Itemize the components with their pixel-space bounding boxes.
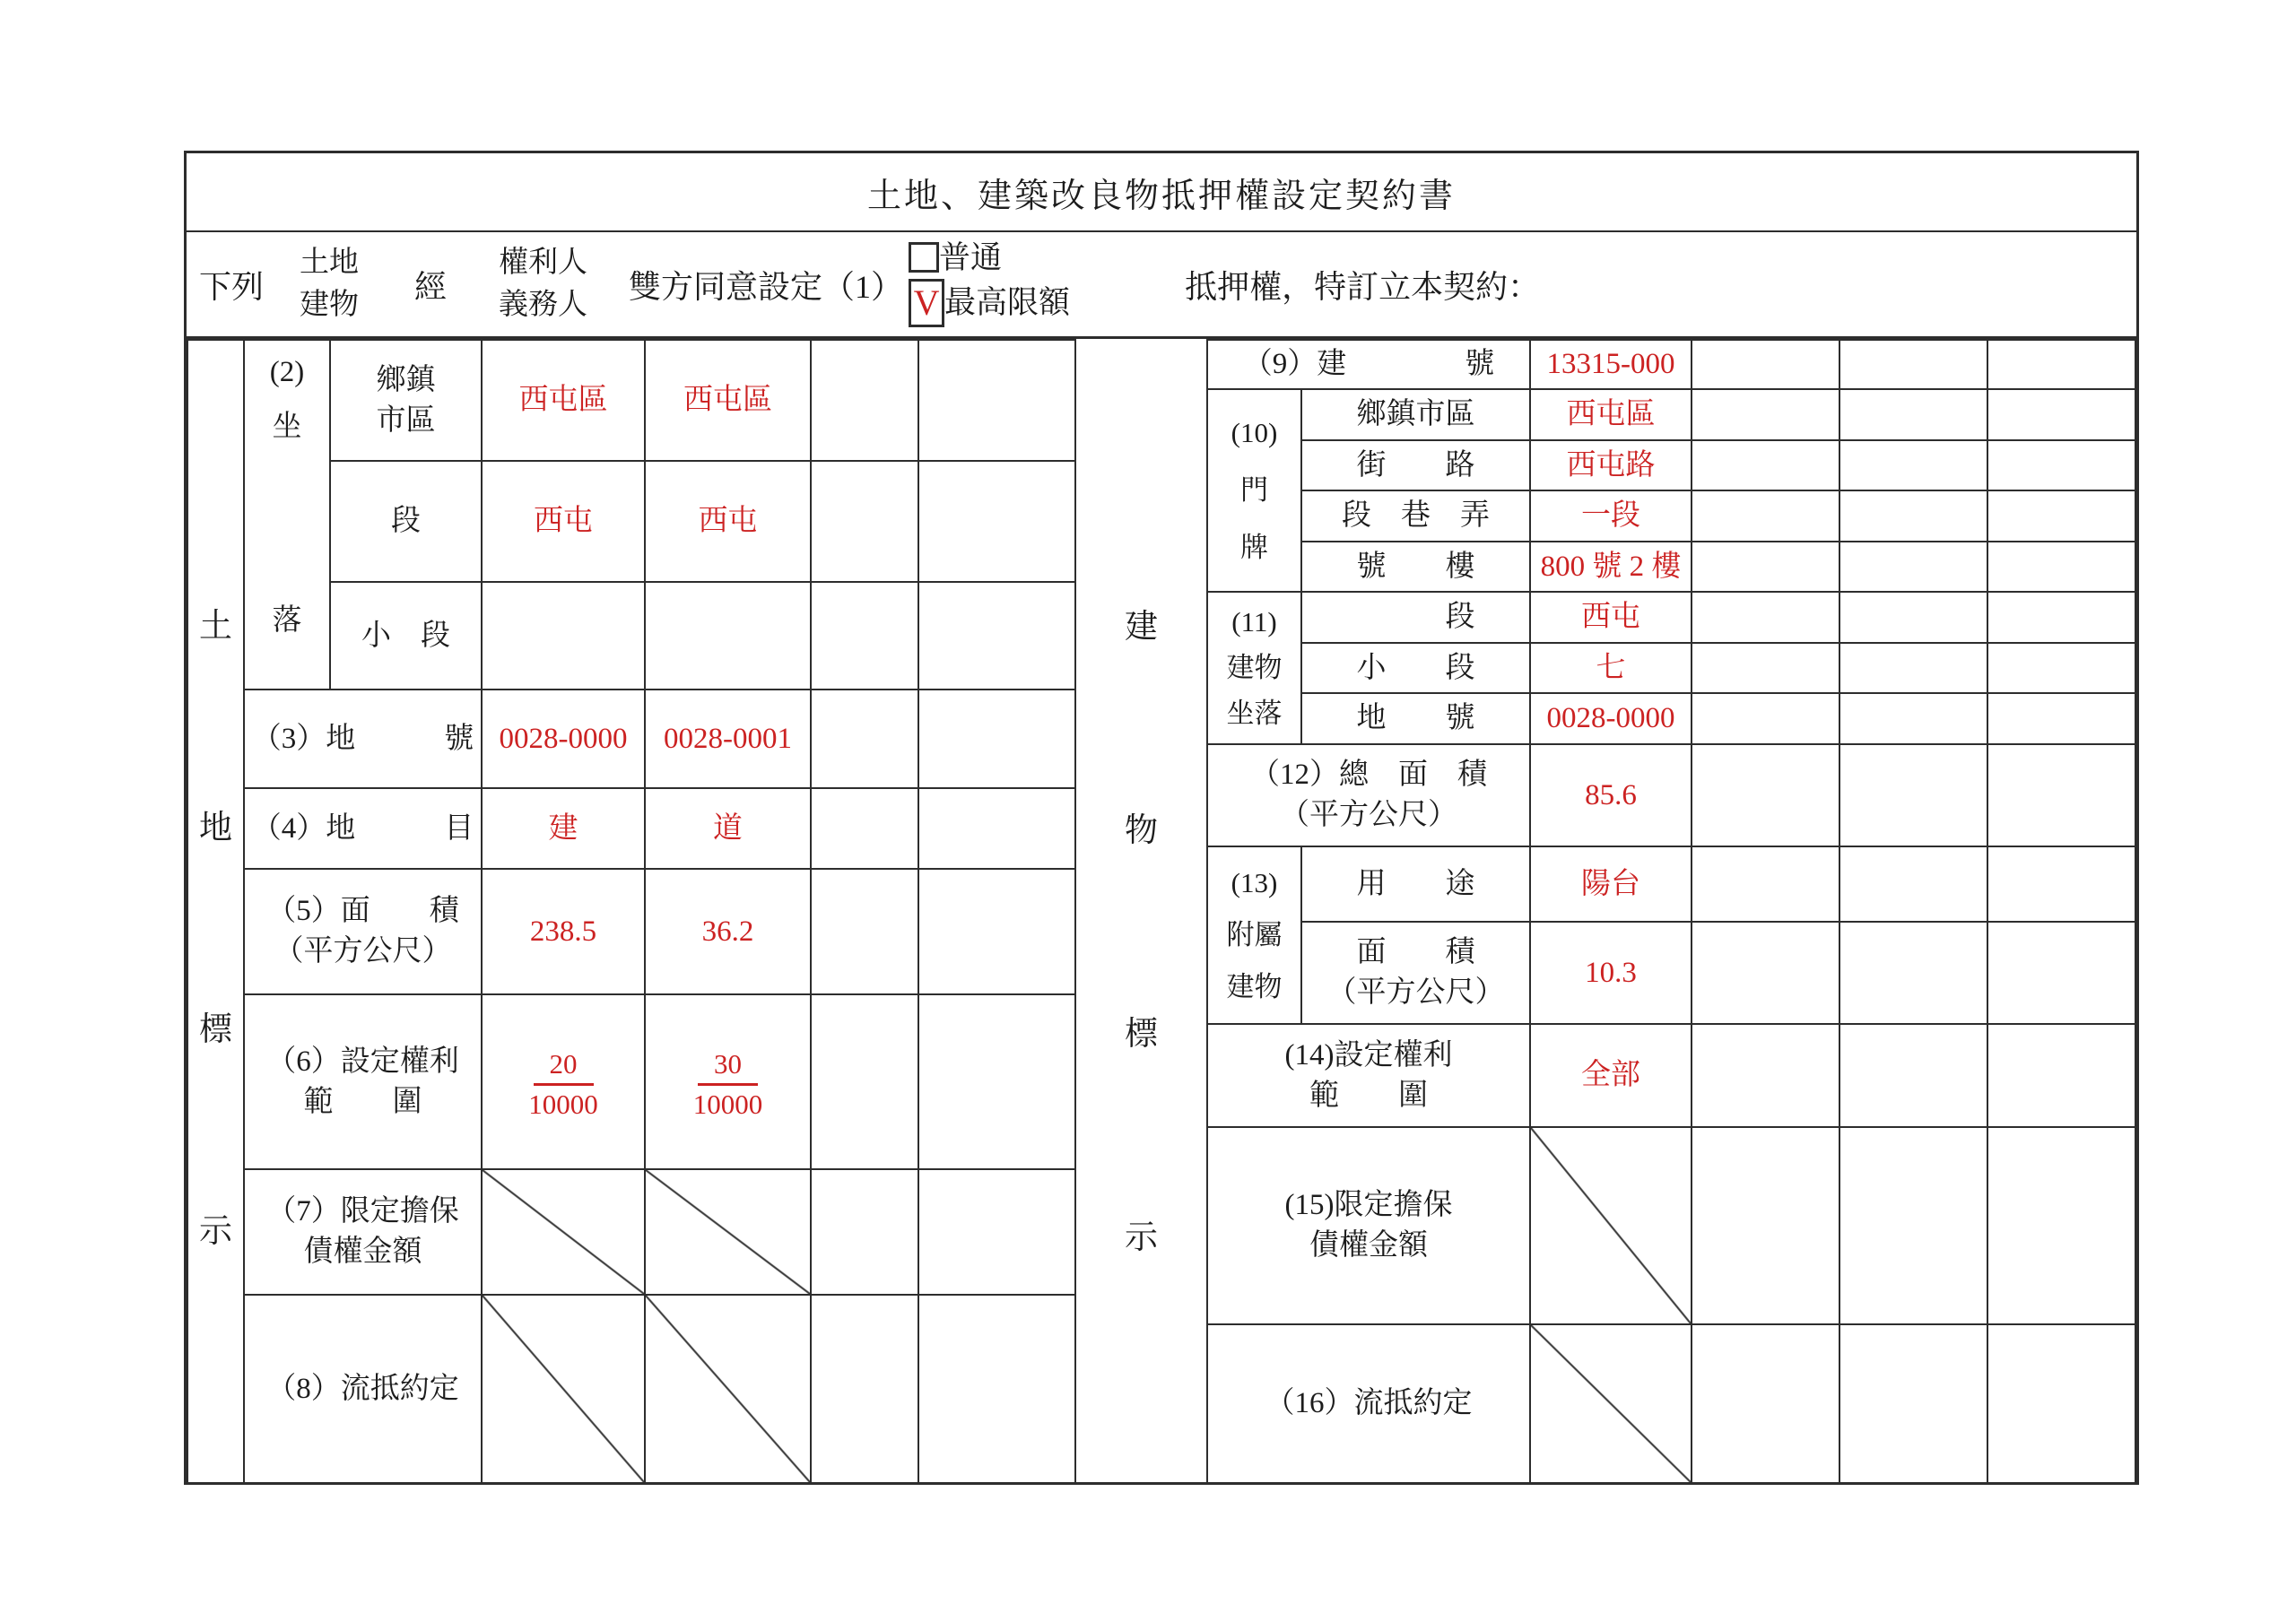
ordinary-label: 普通 bbox=[939, 239, 1003, 275]
building-secured-amount-label: (15)限定擔保 債權金額 bbox=[1207, 1127, 1530, 1324]
doorplate-district-label: 鄉鎮市區 bbox=[1301, 389, 1530, 440]
land-sitting-label: (2) 坐 落 bbox=[244, 340, 330, 690]
building-location-label: (11) 建物 坐落 bbox=[1207, 592, 1301, 744]
empty-cell bbox=[1839, 643, 1987, 693]
empty-cell bbox=[482, 582, 645, 690]
empty-cell bbox=[1839, 1324, 1987, 1483]
land-area-value-1: 238.5 bbox=[482, 869, 645, 994]
empty-cell bbox=[918, 1169, 1075, 1295]
empty-cell bbox=[1987, 1324, 2135, 1483]
empty-cell bbox=[1692, 592, 1839, 643]
slash-cell bbox=[482, 1295, 645, 1483]
location-lot-number-value: 0028-0000 bbox=[1530, 693, 1692, 744]
empty-cell bbox=[1839, 922, 1987, 1024]
empty-cell bbox=[1839, 340, 1987, 389]
land-right-scope-value-1: $\frac{20}{10000}$ bbox=[482, 994, 645, 1169]
empty-cell bbox=[1692, 440, 1839, 490]
option-maximum bbox=[909, 279, 1070, 327]
land-district-value-1: 西屯區 bbox=[482, 340, 645, 461]
empty-cell bbox=[811, 1169, 918, 1295]
land-district-label: 鄉鎮 市區 bbox=[330, 340, 482, 461]
land-category-value-1: 建 bbox=[482, 788, 645, 869]
document-title: 土地、建築改良物抵押權設定契約書 bbox=[187, 153, 2136, 232]
ordinary-checkbox[interactable] bbox=[909, 242, 939, 273]
land-right-scope-value-2: $\frac{30}{10000}$ bbox=[645, 994, 811, 1169]
empty-cell bbox=[1692, 1024, 1839, 1127]
empty-cell bbox=[1839, 1024, 1987, 1127]
intro-building: 建物 bbox=[300, 289, 360, 321]
empty-cell bbox=[645, 582, 811, 690]
maximum-checkbox[interactable]: V bbox=[909, 279, 944, 327]
land-side-label: 土 地 標 示 bbox=[187, 340, 244, 1483]
doorplate-street-value: 西屯路 bbox=[1530, 440, 1692, 490]
empty-cell bbox=[811, 994, 918, 1169]
land-subsection-label: 小 段 bbox=[330, 582, 482, 690]
land-lot-number-label: （3）地 號 bbox=[244, 690, 482, 788]
land-section-label: 段 bbox=[330, 461, 482, 582]
building-auxiliary-label: (13) 附屬 建物 bbox=[1207, 846, 1301, 1024]
empty-cell bbox=[1692, 389, 1839, 440]
doorplate-section-lane-label: 段 巷 弄 bbox=[1301, 490, 1530, 542]
empty-cell bbox=[1987, 643, 2135, 693]
intro-row bbox=[187, 232, 2136, 339]
maximum-label: 最高限額 bbox=[944, 285, 1071, 320]
empty-cell bbox=[1692, 1324, 1839, 1483]
location-lot-number-label: 地 號 bbox=[1301, 693, 1530, 744]
doorplate-number-floor-label: 號 樓 bbox=[1301, 542, 1530, 592]
land-area-value-2: 36.2 bbox=[645, 869, 811, 994]
empty-cell bbox=[1839, 440, 1987, 490]
empty-cell bbox=[1987, 1024, 2135, 1127]
location-section-value: 西屯 bbox=[1530, 592, 1692, 643]
tables-body bbox=[187, 339, 2136, 1482]
land-lot-number-value-2: 0028-0001 bbox=[645, 690, 811, 788]
land-section-value-2: 西屯 bbox=[645, 461, 811, 582]
land-area-label: （5）面 積 （平方公尺） bbox=[244, 869, 482, 994]
auxiliary-use-label: 用 途 bbox=[1301, 846, 1530, 922]
intro-via: 經 bbox=[414, 268, 448, 305]
land-table bbox=[187, 339, 1076, 1484]
empty-cell bbox=[811, 690, 918, 788]
intro-prefix: 下列 bbox=[199, 268, 265, 305]
land-section-value-1: 西屯 bbox=[482, 461, 645, 582]
contract-sheet bbox=[184, 151, 2139, 1485]
intro-parties-stack bbox=[499, 242, 587, 326]
empty-cell bbox=[1692, 490, 1839, 542]
auxiliary-area-value: 10.3 bbox=[1530, 922, 1692, 1024]
empty-cell bbox=[811, 340, 918, 461]
empty-cell bbox=[811, 869, 918, 994]
empty-cell bbox=[1839, 389, 1987, 440]
intro-land-building-stack bbox=[300, 242, 359, 326]
slash-cell bbox=[482, 1169, 645, 1295]
empty-cell bbox=[1839, 542, 1987, 592]
empty-cell bbox=[918, 582, 1075, 690]
slash-cell bbox=[645, 1295, 811, 1483]
empty-cell bbox=[1987, 542, 2135, 592]
building-number-label: （9）建 號 bbox=[1207, 340, 1530, 389]
building-forfeit-clause-label: （16）流抵約定 bbox=[1207, 1324, 1530, 1483]
location-section-label: 段 bbox=[1301, 592, 1530, 643]
empty-cell bbox=[918, 869, 1075, 994]
empty-cell bbox=[1839, 846, 1987, 922]
land-forfeit-clause-label: （8）流抵約定 bbox=[244, 1295, 482, 1483]
building-table bbox=[1206, 339, 2136, 1484]
empty-cell bbox=[918, 788, 1075, 869]
intro-agree-text: 雙方同意設定（1） bbox=[629, 268, 904, 305]
land-secured-amount-label: （7）限定擔保 債權金額 bbox=[244, 1169, 482, 1295]
empty-cell bbox=[1987, 440, 2135, 490]
empty-cell bbox=[1692, 1127, 1839, 1324]
auxiliary-area-label: 面 積 （平方公尺） bbox=[1301, 922, 1530, 1024]
empty-cell bbox=[918, 340, 1075, 461]
doorplate-district-value: 西屯區 bbox=[1530, 389, 1692, 440]
empty-cell bbox=[1839, 693, 1987, 744]
empty-cell bbox=[918, 461, 1075, 582]
land-lot-number-value-1: 0028-0000 bbox=[482, 690, 645, 788]
empty-cell bbox=[811, 461, 918, 582]
location-subsection-label: 小 段 bbox=[1301, 643, 1530, 693]
empty-cell bbox=[918, 690, 1075, 788]
empty-cell bbox=[1987, 693, 2135, 744]
building-right-scope-value: 全部 bbox=[1530, 1024, 1692, 1127]
option-ordinary bbox=[909, 239, 1070, 275]
building-number-value: 13315-000 bbox=[1530, 340, 1692, 389]
intro-obligor: 義務人 bbox=[499, 289, 588, 321]
building-total-area-label: （12）總 面 積 （平方公尺） bbox=[1207, 744, 1530, 846]
empty-cell bbox=[1692, 693, 1839, 744]
empty-cell bbox=[1692, 643, 1839, 693]
intro-obligee: 權利人 bbox=[499, 247, 588, 280]
building-right-scope-label: (14)設定權利 範 圍 bbox=[1207, 1024, 1530, 1127]
empty-cell bbox=[918, 1295, 1075, 1483]
empty-cell bbox=[811, 1295, 918, 1483]
empty-cell bbox=[1987, 744, 2135, 846]
land-district-value-2: 西屯區 bbox=[645, 340, 811, 461]
land-right-scope-label: （6）設定權利 範 圍 bbox=[244, 994, 482, 1169]
empty-cell bbox=[1839, 490, 1987, 542]
empty-cell bbox=[1987, 922, 2135, 1024]
empty-cell bbox=[1987, 1127, 2135, 1324]
empty-cell bbox=[1692, 744, 1839, 846]
empty-cell bbox=[1692, 922, 1839, 1024]
empty-cell bbox=[1987, 389, 2135, 440]
empty-cell bbox=[1987, 592, 2135, 643]
empty-cell bbox=[811, 582, 918, 690]
location-subsection-value: 七 bbox=[1530, 643, 1692, 693]
empty-cell bbox=[1987, 490, 2135, 542]
doorplate-number-floor-value: 800 號 2 樓 bbox=[1530, 542, 1692, 592]
building-doorplate-label: (10) 門 牌 bbox=[1207, 389, 1301, 592]
slash-cell bbox=[1530, 1127, 1692, 1324]
empty-cell bbox=[1692, 542, 1839, 592]
empty-cell bbox=[1987, 846, 2135, 922]
empty-cell bbox=[918, 994, 1075, 1169]
doorplate-section-lane-value: 一段 bbox=[1530, 490, 1692, 542]
empty-cell bbox=[1839, 1127, 1987, 1324]
empty-cell bbox=[811, 788, 918, 869]
empty-cell bbox=[1692, 340, 1839, 389]
land-category-label: （4）地 目 bbox=[244, 788, 482, 869]
building-total-area-value: 85.6 bbox=[1530, 744, 1692, 846]
slash-cell bbox=[645, 1169, 811, 1295]
empty-cell bbox=[1987, 340, 2135, 389]
slash-cell bbox=[1530, 1324, 1692, 1483]
empty-cell bbox=[1692, 846, 1839, 922]
doorplate-street-label: 街 路 bbox=[1301, 440, 1530, 490]
intro-suffix: 抵押權，特訂立本契約： bbox=[1185, 268, 1541, 305]
land-category-value-2: 道 bbox=[645, 788, 811, 869]
mortgage-type-options bbox=[909, 239, 1071, 327]
intro-land: 土地 bbox=[300, 247, 360, 280]
empty-cell bbox=[1839, 744, 1987, 846]
building-side-label: 建 物 標 示 bbox=[1125, 609, 1158, 1256]
empty-cell bbox=[1839, 592, 1987, 643]
auxiliary-use-value: 陽台 bbox=[1530, 846, 1692, 922]
